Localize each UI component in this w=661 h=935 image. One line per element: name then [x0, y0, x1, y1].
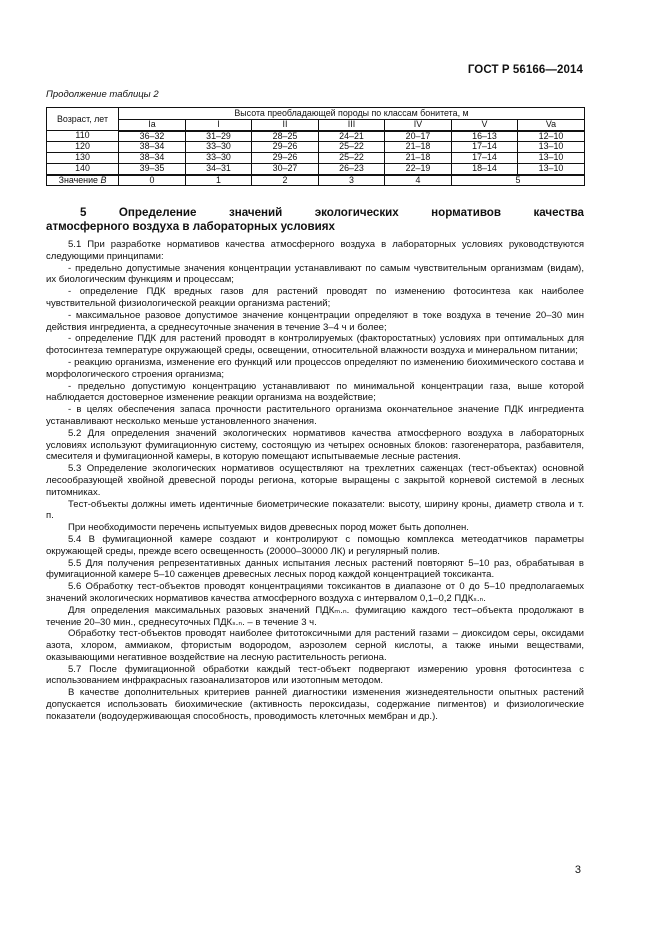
class-header: I — [186, 120, 252, 131]
paragraph: При необходимости перечень испытуемых видов древесных пород может быть дополнен. — [68, 522, 469, 534]
height-group-header: Высота преобладающей породы по классам бонитета, м — [119, 108, 585, 120]
table-cell: 39–35 — [119, 164, 186, 175]
page-number: 3 — [574, 864, 581, 876]
table-cell: 28–25 — [252, 131, 319, 142]
table-cell: 18–14 — [452, 164, 518, 175]
table-cell: 25–22 — [319, 142, 385, 153]
paragraph: 5.3 Определение экологических нормативов осуществляют на трехлетних саженцах (тест-объектах) основной лесообразующей хвойной древесной породы региона, которые выращены с закрытой корневой системой в лесных питомниках. — [46, 463, 584, 498]
class-header: Va — [518, 120, 585, 131]
paragraph: - предельно допустимую концентрацию устанавливают по минимальной концентрации газа, выше которой наблюдается достоверное изменение реакции организма на воздействие; — [46, 380, 584, 404]
table-row — [47, 164, 585, 175]
table-cell: 13–10 — [518, 142, 585, 153]
age-column-header: Возраст, лет — [47, 108, 119, 131]
table-cell: 36–32 — [119, 131, 186, 142]
heading-word: Определение — [118, 206, 197, 219]
paragraph: 5.7 После фумигационной обработки каждый тест-объект подвергают измерению уровня фотосинтеза с использованием инфракрасных газоанализаторов или изотопным методом. — [46, 663, 584, 687]
heading-word: нормативов — [431, 206, 502, 219]
class-header: II — [252, 120, 319, 131]
b-row-label — [47, 175, 119, 186]
paragraph: В качестве дополнительных критериев ранней диагностики изменения жизнедеятельности опытных растений допускается использовать биохимические (активность пероксидазы, содержание пигментов) и физиологические показатели (водоудерживающая способность, проводимость клеточных мембран и др.). — [46, 687, 584, 722]
table-cell: 34–31 — [186, 164, 252, 175]
table-cell: 21–18 — [385, 153, 452, 164]
b-value-cell: 4 — [385, 175, 452, 186]
table-cell: 110 — [47, 131, 119, 142]
paragraph: Обработку тест-объектов проводят наиболее фитотоксичными для растений газами – диоксидом серы, оксидами азота, хлором, аммиаком, фтористым водородом, аэрозолем серной кислоты, а также иными веществами, оказывающими негативное воздействие на лесную растительность региона. — [46, 628, 584, 663]
table-cell: 38–34 — [119, 142, 186, 153]
table-cell: 17–14 — [452, 153, 518, 164]
table-cell: 120 — [47, 142, 119, 153]
table-cell: 21–18 — [385, 142, 452, 153]
paragraph: 5.2 Для определения значений экологических нормативов качества атмосферного воздуха в лабораторных условиях используют фумигационную систему, состоящую из четырех основных блоков: газогенератора, разбавителя, смесителя и фумигационной камеры, в которую помещают испытываемые лесные растения. — [46, 427, 584, 463]
paragraph: - реакцию организма, изменение его функций или процессов определяют по изменению биохимического состава и морфологического строения организма; — [46, 356, 584, 380]
table-cell: 33–30 — [186, 153, 252, 164]
b-symbol: B — [100, 174, 107, 185]
heading-line-2: атмосферного воздуха в лабораторных условиях — [46, 220, 335, 233]
paragraph: 5.5 Для получения репрезентативных данных испытания лесных растений повторяют 5–10 раз, обрабатывая в фумигационной камере 5–10 саженцев древесных лесных пород каждой концентрацией токсиканта. — [46, 557, 584, 581]
class-header: III — [319, 120, 385, 131]
table-cell: 26–23 — [319, 164, 385, 175]
standard-code: ГОСТ Р 56166—2014 — [467, 64, 583, 76]
table-row — [47, 153, 585, 164]
table-cell: 29–26 — [252, 153, 319, 164]
table-row — [47, 131, 585, 142]
table-cell: 17–14 — [452, 142, 518, 153]
class-header: Ia — [119, 120, 186, 131]
paragraph: - максимальное разовое допустимое значение концентрации определяют в токе воздуха в течение 20–30 мин действия ингредиента, а среднесуточные значения в течение 3–4 ч и более; — [46, 309, 584, 333]
paragraph: 5.1 При разработке нормативов качества атмосферного воздуха в лабораторных условиях руководствуются следующими принципами: — [46, 239, 584, 262]
section-5-heading — [46, 206, 584, 234]
paragraph: - в целях обеспечения запаса прочности растительного организма окончательное значение ПДК ингредиента устанавливают несколько меньше установленного значения. — [46, 404, 584, 427]
paragraph: - определение ПДК для растений проводят в контролируемых (факторостатных) условиях при оптимальных для фотосинтеза температуре окружающей среды, освещении, относительной влажности воздуха и минеральном питании; — [46, 333, 584, 357]
table-cell: 30–27 — [252, 164, 319, 175]
table-cell: 31–29 — [186, 131, 252, 142]
table-cell: 20–17 — [385, 131, 452, 142]
paragraph: Тест-объекты должны иметь идентичные биометрические показатели: высоту, ширину кроны, диаметр ствола и т. п. — [46, 498, 584, 522]
table-cell: 13–10 — [518, 153, 585, 164]
b-value-row — [47, 175, 585, 186]
b-value-cell: 5 — [452, 175, 585, 186]
b-value-cell: 1 — [186, 175, 252, 186]
paragraph: - определение ПДК вредных газов для растений проводят по изменению фотосинтеза как наиболее чувствительной физиологической реакции организма растений; — [46, 286, 584, 309]
table-cell: 25–22 — [319, 153, 385, 164]
section-number: 5 — [80, 206, 87, 219]
table-cell: 16–13 — [452, 131, 518, 142]
class-header: IV — [385, 120, 452, 131]
table-cell: 140 — [47, 164, 119, 175]
table-continuation-label: Продолжение таблицы 2 — [46, 89, 159, 100]
heading-word: значений — [228, 206, 283, 219]
class-header: V — [452, 120, 518, 131]
b-value-cell: 0 — [119, 175, 186, 186]
paragraph: - предельно допустимые значения концентрации устанавливают по самым чувствительным организмам (видам), их биологическим функциям и процессам; — [46, 262, 584, 286]
paragraph: 5.4 В фумигационной камере создают и контролируют с помощью комплекса метеодатчиков параметры окружающей среды, прежде всего освещенность (20000–30000 ЛК) и регулярный полив. — [46, 533, 584, 557]
table-cell: 24–21 — [319, 131, 385, 142]
b-value-cell: 2 — [252, 175, 319, 186]
table-cell: 12–10 — [518, 131, 585, 142]
paragraph: Для определения максимальных разовых значений ПДКₘ.ₙ. фумигацию каждого тест–объекта продолжают в течение 20–30 мин., среднесуточных ПДКₛ.ₙ. – в течение 3 ч. — [46, 604, 584, 628]
table-row — [47, 142, 585, 153]
paragraph: 5.6 Обработку тест-объектов проводят концентрациями токсикантов в диапазоне от 0 до 5–10 предполагаемых значений экологических нормативов качества атмосферного воздуха с интервалом 0,1–0,2 ПДКₛ.ₙ. — [46, 581, 584, 604]
table-cell: 13–10 — [518, 164, 585, 175]
section-5-body — [46, 239, 584, 723]
b-value-cell: 3 — [319, 175, 385, 186]
table-cell: 130 — [47, 153, 119, 164]
heading-word: качества — [533, 206, 584, 219]
b-row-label-text: Значение — [58, 174, 101, 185]
table-cell: 33–30 — [186, 142, 252, 153]
class-header-row — [47, 120, 585, 131]
table-cell: 22–19 — [385, 164, 452, 175]
heading-word: экологических — [314, 206, 399, 219]
table-cell: 38–34 — [119, 153, 186, 164]
bonitet-table — [46, 107, 585, 186]
table-cell: 29–26 — [252, 142, 319, 153]
